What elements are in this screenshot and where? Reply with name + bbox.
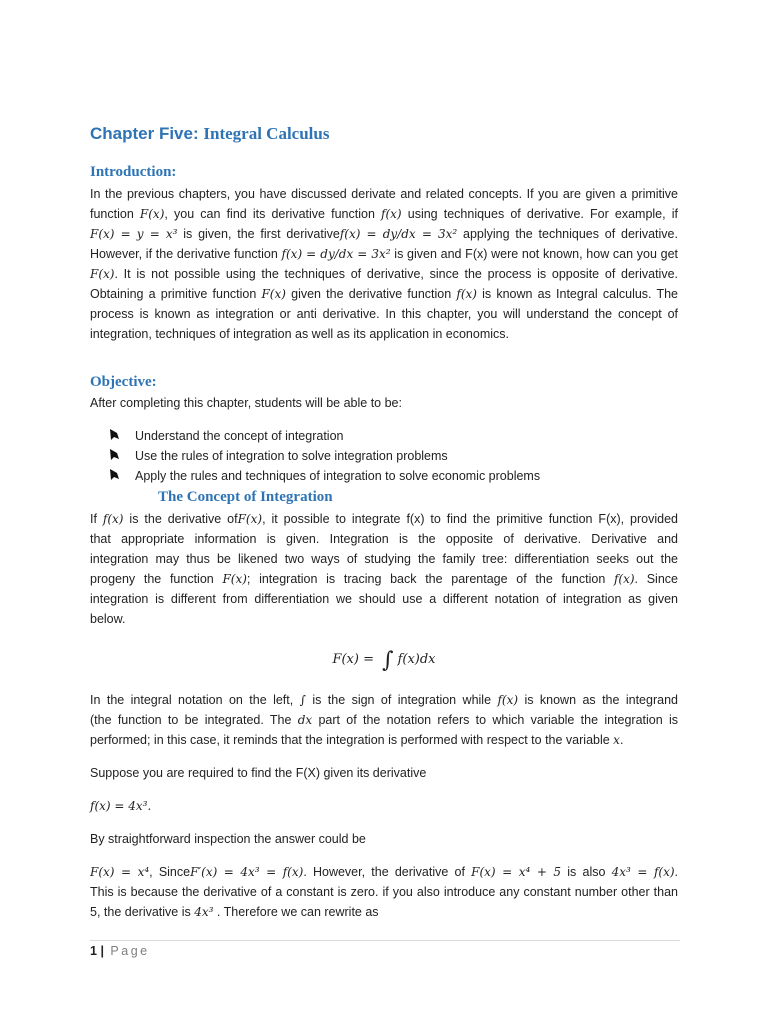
text-run: below.	[90, 612, 126, 626]
footer-divider	[90, 940, 680, 941]
chapter-title	[90, 124, 329, 144]
math-expression: F(x)	[261, 287, 286, 301]
text-run: Obtaining a primitive function	[90, 287, 262, 301]
text-run: applying the techniques of derivative.	[457, 227, 678, 241]
page-number: 1	[90, 944, 97, 958]
notation-paragraph	[90, 690, 678, 750]
text-run: integration is different from differentiation we should use a different notation of integration as given	[90, 592, 678, 606]
text-run: is the sign of integration while	[305, 693, 498, 707]
constant-paragraph	[90, 862, 678, 922]
text-line	[90, 324, 678, 344]
text-line	[90, 589, 678, 609]
text-run: . Since	[634, 572, 678, 586]
math-expression: F(x) = x⁴	[90, 865, 150, 879]
text-run: function	[90, 207, 140, 221]
text-line	[90, 244, 678, 264]
text-line	[90, 609, 678, 629]
derivative-formula: f(x) = 4x³.	[90, 799, 152, 813]
math-expression: f(x)	[381, 207, 402, 221]
text-line	[90, 509, 678, 529]
text-line	[90, 690, 678, 710]
text-run: that appropriate information is given. Integration is the opposite of derivative. Derivative and	[90, 532, 678, 546]
text-run: .	[674, 865, 678, 879]
integral-formula	[0, 648, 768, 673]
math-expression: f(x)	[613, 572, 635, 586]
math-expression: dx	[297, 713, 313, 727]
introduction-paragraph	[90, 184, 678, 344]
text-line	[90, 264, 678, 284]
math-expression: F(x)	[90, 267, 115, 281]
text-line	[90, 284, 678, 304]
text-run: progeny the function	[90, 572, 223, 586]
text-line	[90, 902, 678, 922]
bullet-icon	[110, 429, 119, 440]
text-run: .	[619, 733, 624, 747]
math-expression: f(x)	[497, 693, 519, 707]
text-run: process is known as integration or anti derivative. In this chapter, you will understand the concept of	[90, 307, 678, 321]
text-run: is the derivative of	[123, 512, 238, 526]
text-run: given the derivative function	[285, 287, 457, 301]
text-line	[90, 882, 678, 902]
text-run: . It is not possible using the techniques of derivative, since the process is opposite of derivative.	[114, 267, 678, 281]
bullet-icon	[110, 449, 119, 460]
formula-lhs: F(x) =	[332, 652, 379, 667]
math-expression: F(x)	[222, 572, 247, 586]
chapter-label: Chapter Five:	[90, 124, 199, 143]
chapter-name: Integral Calculus	[203, 124, 330, 143]
text-run: In the previous chapters, you have discussed derivate and related concepts. If you are given a primitive	[90, 187, 678, 201]
text-run: is given and F(x) were not known, how can you get	[390, 247, 679, 261]
objective-lead: After completing this chapter, students will be able to be:	[90, 396, 402, 410]
text-run: However, if the derivative function	[90, 247, 282, 261]
text-run: , it possible to integrate f(x) to find the primitive function F(x), provided	[262, 512, 679, 526]
suppose-text: Suppose you are required to find the F(X) given its derivative	[90, 766, 427, 780]
text-run: part of the notation refers to which variable the integration is	[312, 713, 678, 727]
math-expression: f(x) = dy/dx = 3x²	[281, 247, 391, 261]
text-run: , Since	[149, 865, 191, 879]
text-line	[90, 529, 678, 549]
text-run: , you can find its derivative function	[164, 207, 382, 221]
text-line	[90, 569, 678, 589]
text-line	[90, 862, 678, 882]
text-run: 5, the derivative is	[90, 905, 195, 919]
math-expression: ∫	[299, 693, 306, 707]
text-line	[90, 204, 678, 224]
text-run: integration, techniques of integration as well as its application in economics.	[90, 327, 509, 341]
bullet-icon	[110, 469, 119, 480]
math-expression: 4x³	[194, 905, 214, 919]
math-expression: 4x³ = f(x)	[611, 865, 675, 879]
math-expression: f(x)	[102, 512, 124, 526]
text-run: is known as Integral calculus. The	[476, 287, 679, 301]
math-expression: F′(x) = 4x³ = f(x)	[190, 865, 304, 879]
text-line	[90, 304, 678, 324]
text-run: is given, the first derivative	[177, 227, 340, 241]
text-line	[90, 549, 678, 569]
text-run: is also	[561, 865, 612, 879]
concept-paragraph	[90, 509, 678, 629]
concept-heading: The Concept of Integration	[158, 489, 333, 505]
objective-heading: Objective:	[90, 374, 157, 390]
math-expression: F(x) = y = x³	[90, 227, 178, 241]
text-run: (the function to be integrated. The	[90, 713, 298, 727]
text-line	[90, 710, 678, 730]
math-expression: F(x) = x⁴ + 5	[471, 865, 562, 879]
objective-item-text: Understand the concept of integration	[135, 429, 344, 443]
inspection-text: By straightforward inspection the answer could be	[90, 832, 366, 846]
text-run: integration may thus be likened two ways of studying the family tree: differentiation seeks out the	[90, 552, 678, 566]
text-run: is known as the integrand	[518, 693, 678, 707]
footer-separator: |	[100, 944, 104, 958]
integral-sign: ∫	[382, 648, 394, 673]
text-run: . Therefore we can rewrite as	[213, 905, 379, 919]
formula-rhs: f(x)dx	[397, 652, 436, 667]
math-expression: x	[613, 733, 620, 747]
page-footer	[90, 944, 150, 958]
math-expression: f(x)	[456, 287, 477, 301]
math-expression: F(x)	[139, 207, 165, 221]
page-label: Page	[110, 944, 150, 958]
text-line	[90, 224, 678, 244]
text-run: This is because the derivative of a constant is zero. if you also introduce any constant number other than	[90, 885, 678, 899]
math-expression: F(x)	[237, 512, 263, 526]
text-run: using techniques of derivative. For example, if	[401, 207, 678, 221]
math-expression: f(x) = dy/dx = 3x²	[339, 227, 458, 241]
objective-item-text: Use the rules of integration to solve integration problems	[135, 449, 448, 463]
introduction-heading: Introduction:	[90, 164, 177, 180]
text-run: In the integral notation on the left,	[90, 693, 300, 707]
text-line	[90, 730, 678, 750]
objective-item-text: Apply the rules and techniques of integration to solve economic problems	[135, 469, 541, 483]
text-run: . However, the derivative of	[303, 865, 472, 879]
text-run: If	[90, 512, 103, 526]
text-line	[90, 184, 678, 204]
text-run: performed; in this case, it reminds that the integration is performed with respect to the variable	[90, 733, 614, 747]
text-run: ; integration is tracing back the parentage of the function	[246, 572, 614, 586]
